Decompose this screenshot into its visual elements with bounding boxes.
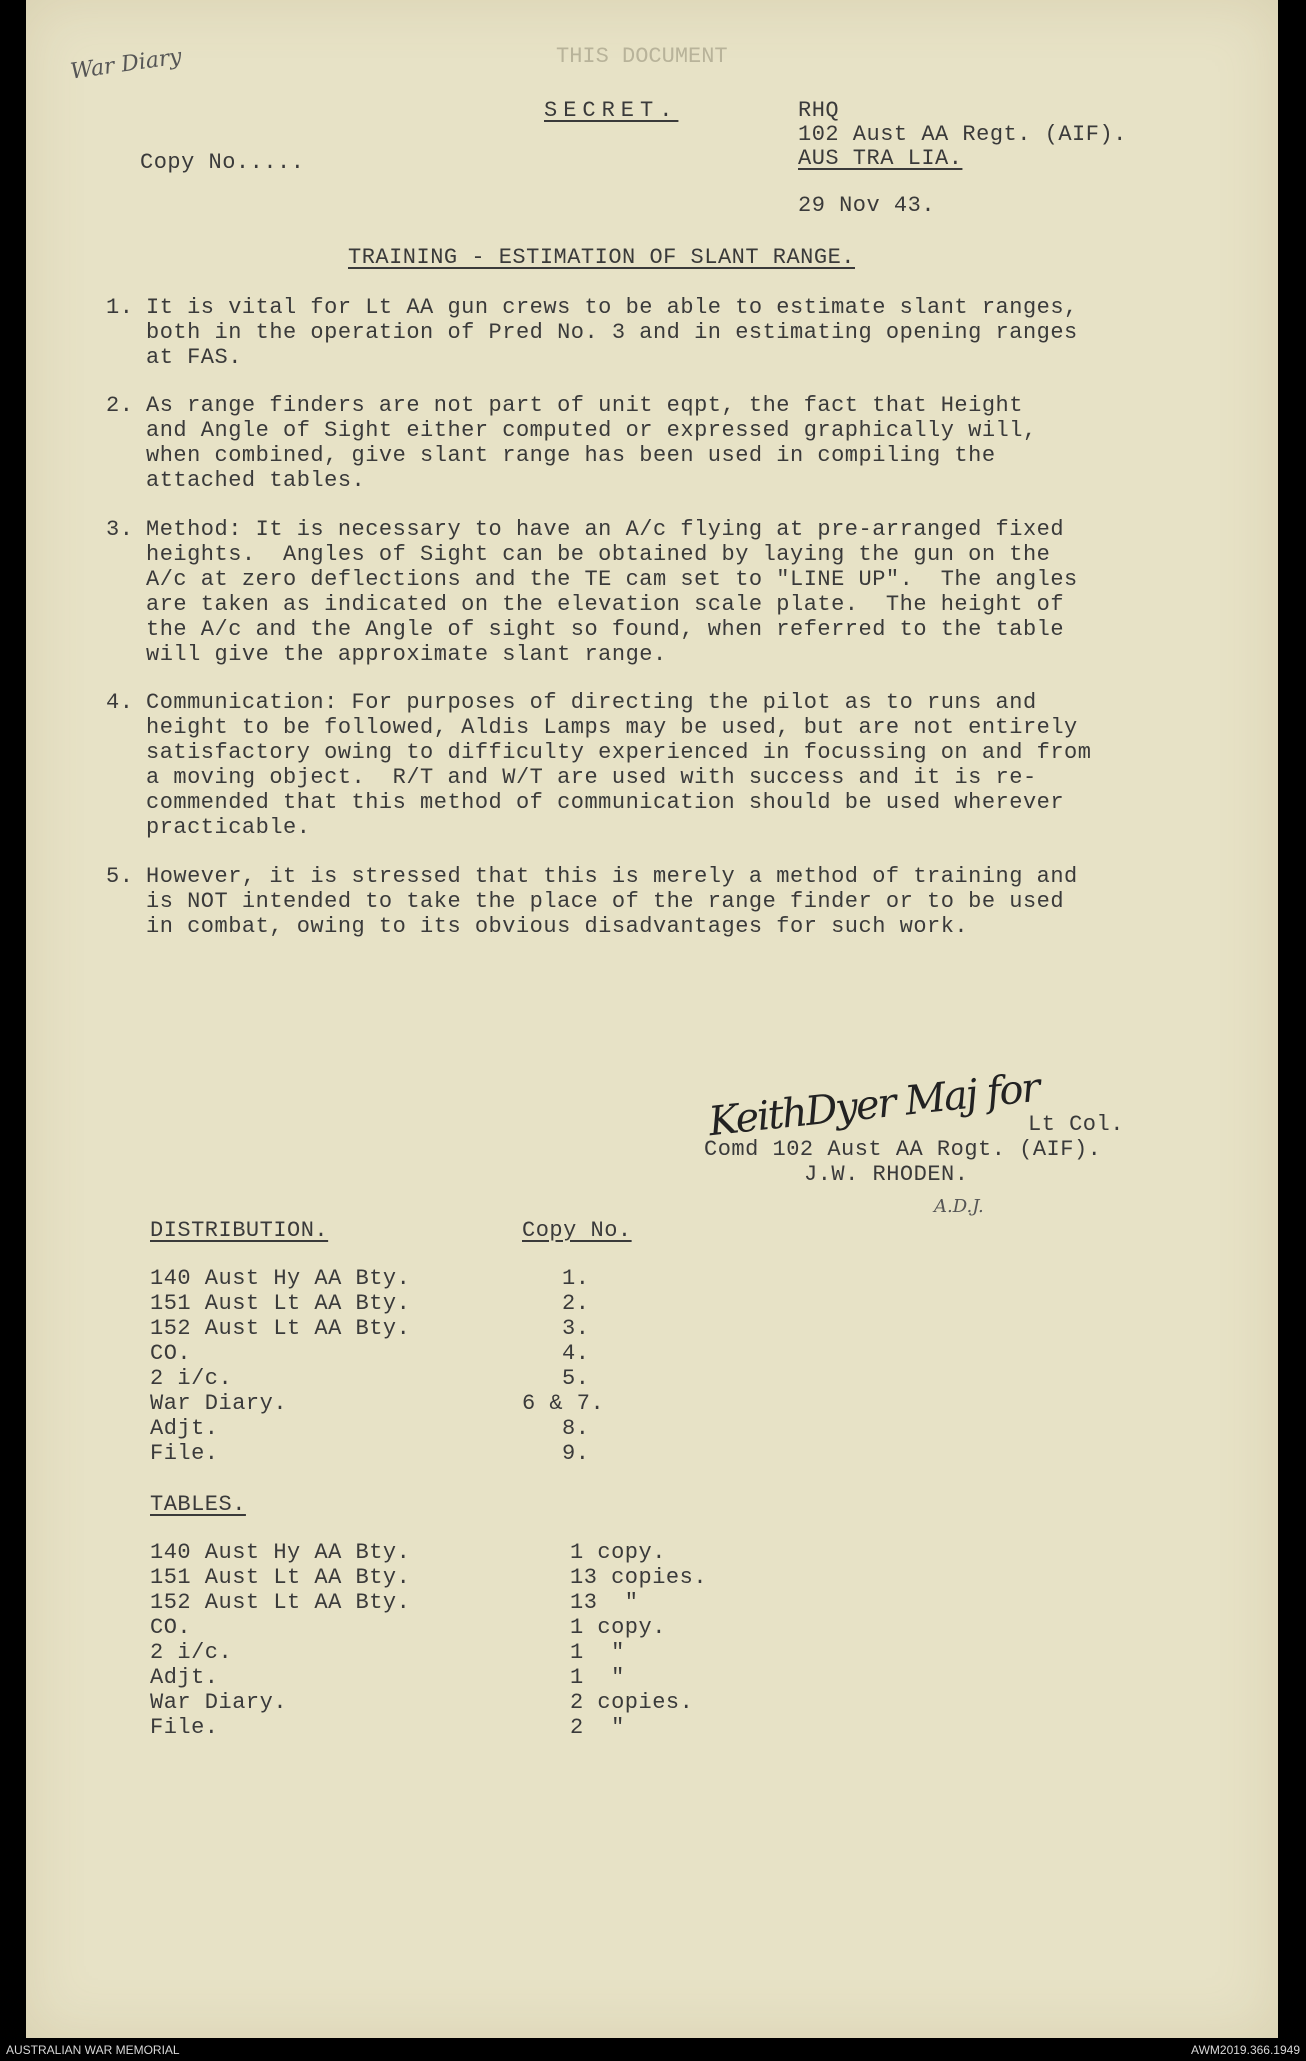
distribution-row-name: War Diary. (150, 1391, 288, 1416)
tables-row-value: 1 copy. (570, 1540, 666, 1565)
paragraph-line: A/c at zero deflections and the TE cam set to "LINE UP". The angles (146, 567, 1078, 592)
tables-row-name: CO. (150, 1615, 192, 1640)
paragraph-line: However, it is stressed that this is merely a method of training and (146, 864, 1078, 889)
distribution-row-name: CO. (150, 1341, 192, 1366)
paragraph-line: Method: It is necessary to have an A/c flying at pre-arranged fixed (146, 517, 1065, 542)
paragraph-line: at FAS. (146, 345, 242, 370)
document-title: TRAINING - ESTIMATION OF SLANT RANGE. (348, 245, 855, 270)
distribution-row-name: File. (150, 1441, 219, 1466)
tables-row-value: 2 copies. (570, 1690, 694, 1715)
tables-row-name: 2 i/c. (150, 1640, 233, 1665)
faint-stamp: THIS DOCUMENT (556, 44, 728, 69)
paragraph-line: when combined, give slant range has been used in compiling the (146, 443, 996, 468)
distribution-heading: DISTRIBUTION. (150, 1218, 329, 1243)
distribution-row-value: 1. (562, 1266, 590, 1291)
distribution-copy-heading: Copy No. (522, 1218, 632, 1243)
tables-row-value: 1 copy. (570, 1615, 666, 1640)
paragraph-line: As range finders are not part of unit eqpt, the fact that Height (146, 393, 1023, 418)
paragraph (106, 690, 1092, 840)
paragraph-line: and Angle of Sight either computed or expressed graphically will, (146, 418, 1037, 443)
signature-handwriting: KeithDyer Maj for (706, 1064, 1041, 1146)
unit-line-3: AUS TRA LIA. (798, 146, 963, 171)
paragraph (106, 864, 1078, 939)
paragraph-number: 2. (106, 393, 134, 418)
signature-initials: A.D.J. (934, 1196, 984, 1217)
handwritten-note: War Diary (68, 44, 184, 85)
paragraph-line: It is vital for Lt AA gun crews to be able to estimate slant ranges, (146, 295, 1078, 320)
distribution-row-name: 152 Aust Lt AA Bty. (150, 1316, 411, 1341)
tables-row-value: 1 " (570, 1640, 625, 1665)
paragraph-number: 1. (106, 295, 134, 320)
footer-left: AUSTRALIAN WAR MEMORIAL (6, 2043, 180, 2057)
distribution-row-name: 151 Aust Lt AA Bty. (150, 1291, 411, 1316)
paragraph-line: are taken as indicated on the elevation scale plate. The height of (146, 592, 1065, 617)
distribution-row-value: 3. (562, 1316, 590, 1341)
distribution-row-name: 2 i/c. (150, 1366, 233, 1391)
paragraph-line: height to be followed, Aldis Lamps may be used, but are not entirely (146, 715, 1078, 740)
signature-line-2: J.W. RHODEN. (804, 1162, 969, 1187)
paragraph-line: attached tables. (146, 468, 366, 493)
unit-line-1: RHQ (798, 98, 840, 123)
paragraph (106, 295, 1078, 370)
distribution-row-value: 5. (562, 1366, 590, 1391)
tables-row-name: 151 Aust Lt AA Bty. (150, 1565, 411, 1590)
distribution-row-name: Adjt. (150, 1416, 219, 1441)
tables-heading: TABLES. (150, 1492, 246, 1517)
distribution-row-value: 9. (562, 1441, 590, 1466)
paragraph-line: commended that this method of communication should be used wherever (146, 790, 1065, 815)
paragraph-line: satisfactory owing to difficulty experienced in focussing on and from (146, 740, 1092, 765)
distribution-row-value: 4. (562, 1341, 590, 1366)
signature-line-1: Comd 102 Aust AA Rogt. (AIF). (704, 1137, 1102, 1162)
paragraph-number: 5. (106, 864, 134, 889)
paragraph-line: both in the operation of Pred No. 3 and in estimating opening ranges (146, 320, 1078, 345)
classification: SECRET. (544, 98, 679, 123)
tables-row-name: Adjt. (150, 1665, 219, 1690)
tables-row-name: 152 Aust Lt AA Bty. (150, 1590, 411, 1615)
tables-row-value: 13 copies. (570, 1565, 708, 1590)
signature-rank: Lt Col. (1028, 1112, 1124, 1137)
distribution-row-value: 6 & 7. (522, 1391, 605, 1416)
paragraph-number: 4. (106, 690, 134, 715)
tables-row-value: 13 " (570, 1590, 639, 1615)
paragraph-line: practicable. (146, 815, 311, 840)
paragraph-line: will give the approximate slant range. (146, 642, 667, 667)
footer-right: AWM2019.366.1949 (1191, 2043, 1300, 2057)
paragraph-line: heights. Angles of Sight can be obtained by laying the gun on the (146, 542, 1051, 567)
tables-row-name: 140 Aust Hy AA Bty. (150, 1540, 411, 1565)
paragraph-line: is NOT intended to take the place of the range finder or to be used (146, 889, 1065, 914)
tables-row-value: 2 " (570, 1715, 625, 1740)
distribution-row-value: 8. (562, 1416, 590, 1441)
tables-row-name: File. (150, 1715, 219, 1740)
tables-row-value: 1 " (570, 1665, 625, 1690)
paragraph-line: a moving object. R/T and W/T are used with success and it is re- (146, 765, 1037, 790)
unit-line-2: 102 Aust AA Regt. (AIF). (798, 122, 1127, 147)
tables-row-name: War Diary. (150, 1690, 288, 1715)
paragraph-line: the A/c and the Angle of sight so found, when referred to the table (146, 617, 1065, 642)
copy-number: Copy No..... (140, 150, 305, 175)
paragraph (106, 393, 1037, 493)
paragraph-line: Communication: For purposes of directing the pilot as to runs and (146, 690, 1037, 715)
paragraph-number: 3. (106, 517, 134, 542)
distribution-row-name: 140 Aust Hy AA Bty. (150, 1266, 411, 1291)
document-page (26, 0, 1278, 2038)
paragraph (106, 517, 1078, 667)
paragraph-line: in combat, owing to its obvious disadvantages for such work. (146, 914, 969, 939)
distribution-row-value: 2. (562, 1291, 590, 1316)
document-date: 29 Nov 43. (798, 193, 936, 218)
